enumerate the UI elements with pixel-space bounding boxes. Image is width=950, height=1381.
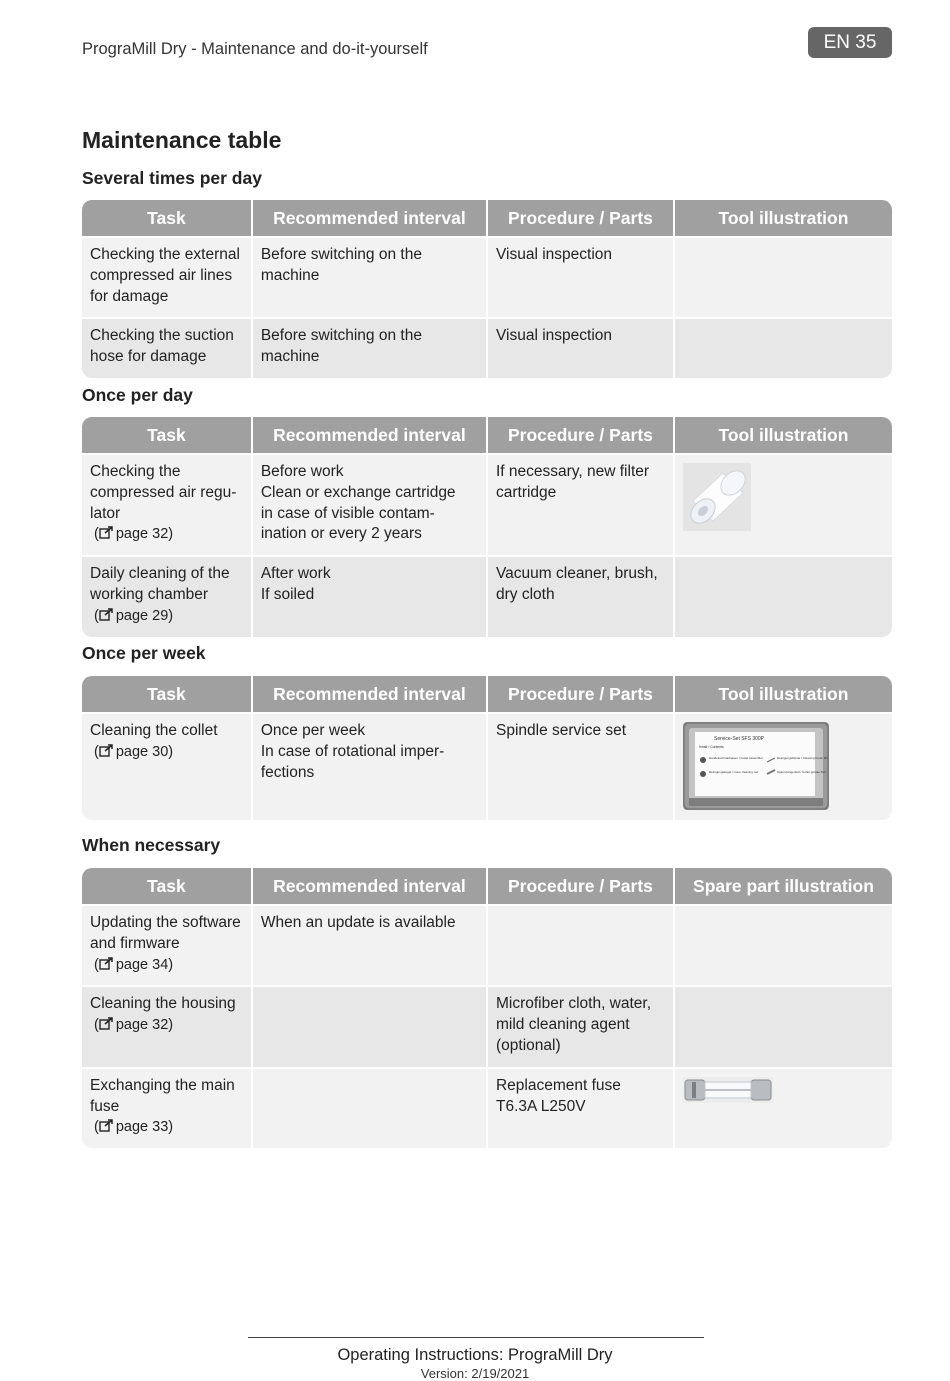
cell-text-line: T6.3A L250V <box>495 1097 586 1115</box>
maintenance-table-once-per-day <box>82 417 892 637</box>
column-header-task: Task <box>82 676 253 712</box>
page-reference-text: page 33) <box>115 1119 174 1136</box>
maintenance-table-once-per-week <box>82 676 892 820</box>
column-header-interval: Recommended interval <box>253 417 488 453</box>
task-cell <box>82 904 253 985</box>
column-header-procedure: Procedure / Parts <box>488 200 675 236</box>
cell-text-line: dry cloth <box>495 585 555 603</box>
cell-text-line: working chamber <box>90 585 209 603</box>
task-cell <box>82 453 253 555</box>
cell-text-line: Microfiber cloth, water, <box>495 995 652 1013</box>
cell-text-line: Before switching on the <box>260 246 422 263</box>
illustration-cell <box>675 985 892 1066</box>
procedure-cell <box>488 985 675 1066</box>
page-number-badge: EN 35 <box>808 27 892 58</box>
table-row <box>82 236 892 317</box>
footer-rule <box>248 1337 704 1338</box>
service-set-label-item1: Handeinschraubeisen / Collet assembler <box>708 756 763 760</box>
column-header-task: Task <box>82 868 253 904</box>
table-row <box>82 317 892 378</box>
cell-text-line: fuse <box>90 1097 120 1115</box>
cell-text-line: Before switching on the <box>260 327 422 345</box>
column-header-interval: Recommended interval <box>253 676 488 712</box>
interval-cell <box>253 904 488 985</box>
cell-text-line: and firmware <box>90 934 180 952</box>
external-link-icon <box>99 744 114 757</box>
procedure-cell <box>488 712 675 820</box>
cell-text-line: machine <box>260 348 320 366</box>
illustration-cell <box>675 904 892 985</box>
cell-text-line: Updating the software <box>90 914 241 931</box>
service-set-box-drawing <box>683 722 829 810</box>
illustration-cell <box>675 236 892 317</box>
cell-text-line: mild cleaning agent <box>495 1016 630 1034</box>
fuse-drawing <box>683 1077 773 1103</box>
table-row <box>82 712 892 820</box>
cell-text-line: Before work <box>260 463 344 480</box>
maintenance-table-when-necessary <box>82 868 892 1148</box>
cell-text-line: Checking the external <box>90 246 240 263</box>
service-set-label-contents: Inhalt / Contents <box>698 745 724 749</box>
table-row <box>82 555 892 636</box>
cell-text-line: compressed air lines <box>90 266 233 284</box>
procedure-cell <box>488 317 675 378</box>
table-header-row <box>82 200 892 236</box>
column-header-illustration: Spare part illustration <box>675 868 892 904</box>
interval-cell <box>253 555 488 636</box>
task-cell <box>82 985 253 1066</box>
column-header-procedure: Procedure / Parts <box>488 676 675 712</box>
table-header-row <box>82 868 892 904</box>
task-cell <box>82 555 253 636</box>
service-set-label-item3: Reinigungskegel / Cone cleaning rod <box>708 770 758 774</box>
cell-text-line: Replacement fuse <box>495 1076 621 1094</box>
cell-text-line: cartridge <box>495 483 557 501</box>
table-row <box>82 904 892 985</box>
cell-text-line: Checking the suction <box>90 327 234 345</box>
cell-text-line: Visual inspection <box>495 246 613 263</box>
cell-text-line: Exchanging the main <box>90 1076 235 1094</box>
cell-text-line: Daily cleaning of the <box>90 565 230 583</box>
filter-cartridge-drawing <box>683 463 751 531</box>
page-reference-link[interactable]: ( page 34) <box>94 956 174 973</box>
cell-text-line: compressed air regu- <box>90 483 237 501</box>
spindle-service-set-image <box>683 722 829 810</box>
table-header-row <box>82 676 892 712</box>
cell-text-line: Cleaning the housing <box>90 995 236 1013</box>
cell-text-line: machine <box>260 266 320 284</box>
procedure-cell <box>488 1067 675 1148</box>
cell-text-line: ination or every 2 years <box>260 525 422 543</box>
page-reference-link[interactable]: ( page 32) <box>94 526 174 543</box>
external-link-icon <box>99 526 114 539</box>
interval-cell <box>253 317 488 378</box>
table-header-row <box>82 417 892 453</box>
illustration-cell <box>675 555 892 636</box>
cell-text-line: fections <box>260 763 315 781</box>
task-cell <box>82 712 253 820</box>
interval-cell <box>253 236 488 317</box>
footer-title: Operating Instructions: PrograMill Dry <box>337 1346 613 1364</box>
cell-text-line: (optional) <box>495 1036 561 1054</box>
column-header-procedure: Procedure / Parts <box>488 417 675 453</box>
cell-text-line: If necessary, new filter <box>495 463 650 480</box>
page-title: Maintenance table <box>82 127 282 153</box>
procedure-cell <box>488 555 675 636</box>
column-header-illustration: Tool illustration <box>675 676 892 712</box>
cell-text-line: When an update is available <box>260 914 456 931</box>
page-reference-link[interactable]: ( page 29) <box>94 607 174 624</box>
cell-text-line: hose for damage <box>90 348 207 366</box>
external-link-icon <box>99 608 114 621</box>
column-header-illustration: Tool illustration <box>675 200 892 236</box>
cell-text-line: Once per week <box>260 722 366 739</box>
task-cell <box>82 236 253 317</box>
cell-text-line: in case of visible contam- <box>260 504 435 522</box>
interval-cell <box>253 985 488 1066</box>
section-heading-once-per-week: Once per week <box>82 643 206 663</box>
column-header-interval: Recommended interval <box>253 868 488 904</box>
procedure-cell <box>488 904 675 985</box>
interval-cell <box>253 712 488 820</box>
cell-text-line: Checking the <box>90 463 181 480</box>
cell-text-line: Cleaning the collet <box>90 722 218 739</box>
page-reference-link[interactable]: ( page 33) <box>94 1119 174 1136</box>
document-header: PrograMill Dry - Maintenance and do-it-yourself <box>82 40 428 58</box>
external-link-icon <box>99 1017 114 1030</box>
filter-cartridge-image <box>683 463 751 531</box>
page-reference-text: page 30) <box>115 743 174 760</box>
column-header-procedure: Procedure / Parts <box>488 868 675 904</box>
fuse-image <box>683 1077 773 1103</box>
task-cell <box>82 1067 253 1148</box>
table-row <box>82 985 892 1066</box>
service-set-label-title: Service-Set SFS 300P <box>713 736 764 742</box>
cell-text-line: After work <box>260 565 331 583</box>
page-reference-link[interactable]: ( page 30) <box>94 743 174 760</box>
section-heading-several-times-per-day: Several times per day <box>82 168 262 188</box>
illustration-cell <box>675 1067 892 1148</box>
cell-text-line: Clean or exchange cartridge <box>260 483 456 501</box>
section-heading-once-per-day: Once per day <box>82 385 193 405</box>
page-reference-link[interactable]: ( page 32) <box>94 1017 174 1034</box>
cell-text-line: If soiled <box>260 585 315 603</box>
column-header-task: Task <box>82 200 253 236</box>
cell-text-line: lator <box>90 504 121 522</box>
maintenance-table-several-times-per-day <box>82 200 892 378</box>
page-reference-text: page 32) <box>115 526 174 543</box>
page-reference-text: page 29) <box>115 607 174 624</box>
illustration-cell <box>675 317 892 378</box>
column-header-task: Task <box>82 417 253 453</box>
interval-cell <box>253 1067 488 1148</box>
column-header-illustration: Tool illustration <box>675 417 892 453</box>
cell-text-line: Visual inspection <box>495 327 613 345</box>
cell-text-line: Spindle service set <box>495 722 627 739</box>
illustration-cell <box>675 453 892 555</box>
column-header-interval: Recommended interval <box>253 200 488 236</box>
cell-text-line: In case of rotational imper- <box>260 742 445 760</box>
table-row <box>82 453 892 555</box>
task-cell <box>82 317 253 378</box>
interval-cell <box>253 453 488 555</box>
service-set-label-item4: Spannzangenfett / Collet grease 5ml <box>776 770 826 774</box>
section-heading-when-necessary: When necessary <box>82 835 221 855</box>
footer-version: Version: 2/19/2021 <box>420 1366 530 1381</box>
procedure-cell <box>488 236 675 317</box>
cell-text-line: for damage <box>90 287 169 305</box>
table-row <box>82 1067 892 1148</box>
page-reference-text: page 32) <box>115 1017 174 1034</box>
procedure-cell <box>488 453 675 555</box>
service-set-label-item2: Reinigungsbürste / Cleaning brush Ø3 <box>776 756 828 760</box>
external-link-icon <box>99 1119 114 1132</box>
external-link-icon <box>99 957 114 970</box>
cell-text-line: Vacuum cleaner, brush, <box>495 565 658 583</box>
page-reference-text: page 34) <box>115 956 174 973</box>
illustration-cell <box>675 712 892 820</box>
